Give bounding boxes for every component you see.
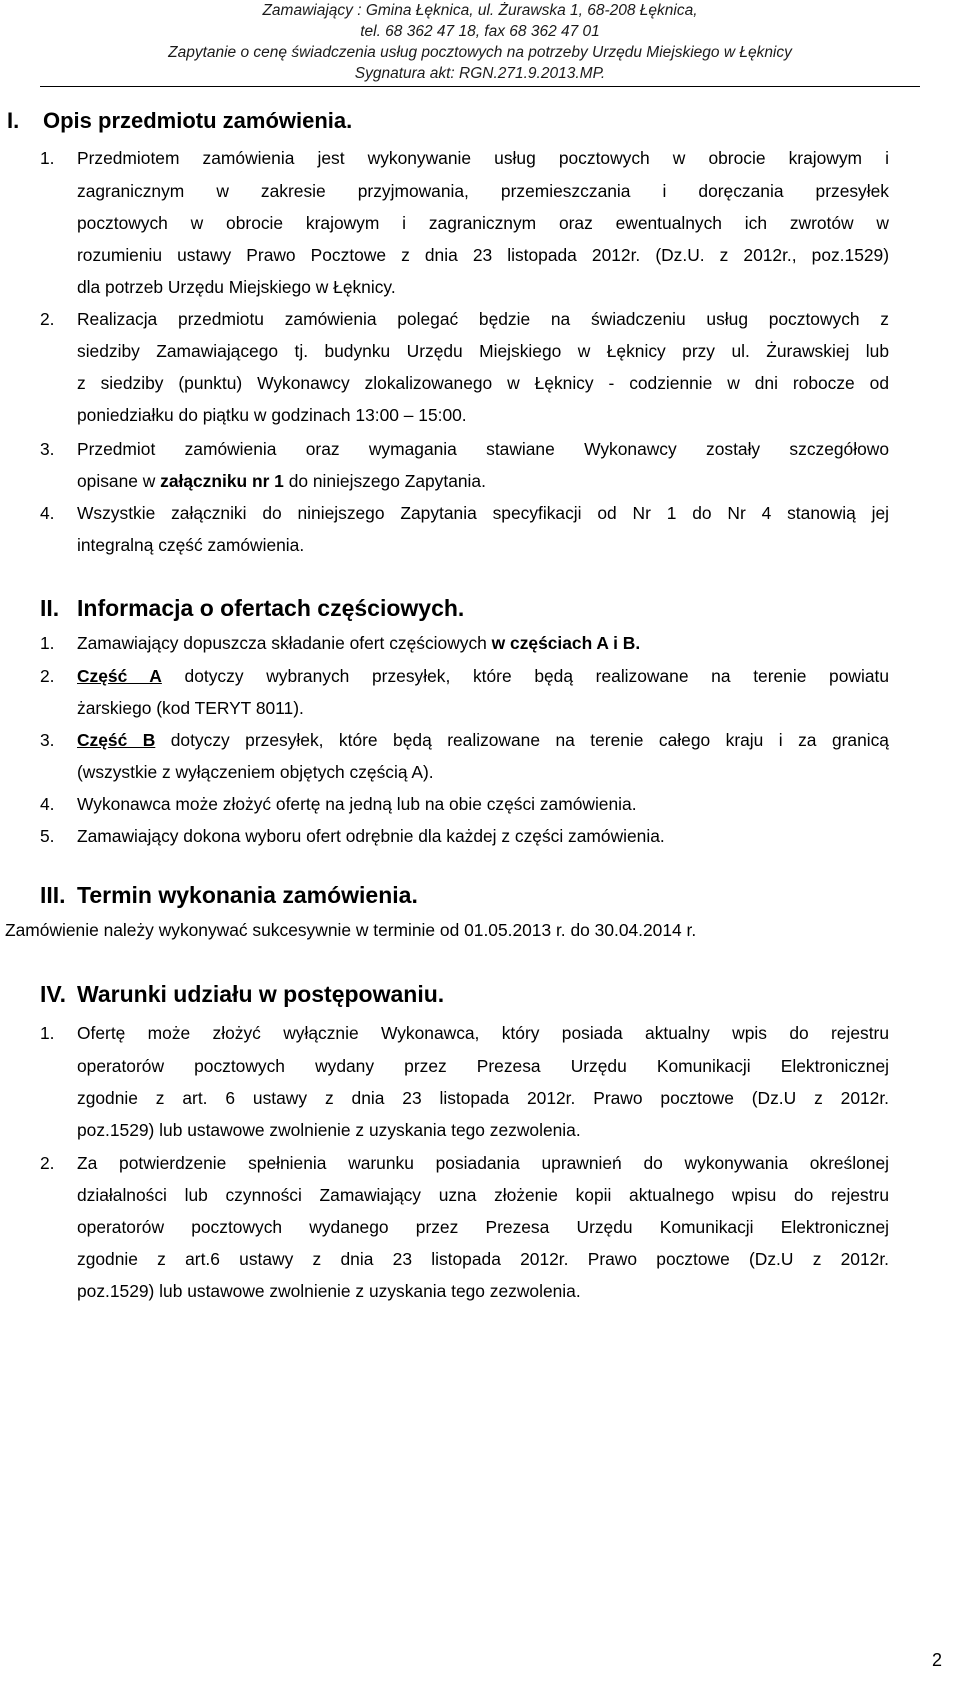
text-run: Zamawiający dopuszcza składanie ofert częściowych: [77, 633, 492, 653]
paragraph-line: żarskiego (kod TERYT 8011).: [77, 698, 304, 718]
paragraph-line: Zamówienie należy wykonywać sukcesywnie w terminie od 01.05.2013 r. do 30.04.2014 r.: [5, 920, 697, 940]
paragraph-line: Realizacja przedmiotu zamówienia polegać będzie na świadczeniu usług pocztowych z: [77, 309, 889, 329]
paragraph-line: zgodnie z art. 6 ustawy z dnia 23 listopada 2012r. Prawo pocztowe (Dz.U z 2012r.: [77, 1088, 889, 1108]
paragraph-line: integralną część zamówienia.: [77, 535, 305, 555]
item-number: 3.: [40, 730, 55, 750]
section-number: I.: [7, 108, 20, 133]
section-number: III.: [40, 882, 66, 908]
paragraph-line: [77, 725, 889, 755]
section-heading-1: [7, 106, 352, 136]
underlined-bold-text: Część B: [77, 730, 156, 750]
header-line-2: tel. 68 362 47 18, fax 68 362 47 01: [360, 23, 600, 40]
text-run: do niniejszego Zapytania.: [283, 471, 486, 491]
section-title: Termin wykonania zamówienia.: [77, 882, 418, 908]
section-number: II.: [40, 595, 60, 621]
item-number: 2.: [40, 309, 55, 329]
paragraph-line: [77, 628, 640, 658]
paragraph-line: [77, 466, 486, 496]
section-number: IV.: [40, 981, 67, 1007]
item-number: 2.: [40, 1153, 55, 1173]
section-title: Opis przedmiotu zamówienia.: [43, 108, 353, 133]
paragraph-line: Wszystkie załączniki do niniejszego Zapytania specyfikacji od Nr 1 do Nr 4 stanowią jej: [77, 503, 889, 523]
item-number: 4.: [40, 794, 55, 814]
bold-text: w częściach A i B.: [491, 633, 641, 653]
section-heading-2: [40, 593, 464, 623]
paragraph-line: zgodnie z art.6 ustawy z dnia 23 listopada 2012r. Prawo pocztowe (Dz.U z 2012r.: [77, 1249, 889, 1269]
section-heading-4: [40, 979, 444, 1009]
paragraph-line: Ofertę może złożyć wyłącznie Wykonawca, który posiada aktualny wpis do rejestru: [77, 1023, 889, 1043]
header-line-3: Zapytanie o cenę świadczenia usług pocztowych na potrzeby Urzędu Miejskiego w Łęknicy: [168, 44, 792, 61]
item-number: 1.: [40, 1023, 55, 1043]
text-run: dotyczy przesyłek, które będą realizowane na terenie całego kraju i za granicą: [155, 730, 889, 750]
section-heading-3: [40, 880, 418, 910]
text-run: dotyczy wybranych przesyłek, które będą realizowane na terenie powiatu: [161, 666, 889, 686]
item-number: 5.: [40, 826, 55, 846]
item-number: 4.: [40, 503, 55, 523]
paragraph-line: siedziby Zamawiającego tj. budynku Urzędu Miejskiego w Łęknicy przy ul. Żurawskiej lub: [77, 341, 889, 361]
paragraph-line: poniedziałku do piątku w godzinach 13:00 – 15:00.: [77, 405, 467, 425]
paragraph-line: Przedmiot zamówienia oraz wymagania stawiane Wykonawcy zostały szczegółowo: [77, 439, 889, 459]
header-divider: [40, 86, 920, 87]
paragraph-line: z siedziby (punktu) Wykonawcy zlokalizowanego w Łęknicy - codziennie w dni robocze od: [77, 373, 889, 393]
paragraph-line: Przedmiotem zamówienia jest wykonywanie usług pocztowych w obrocie krajowym i: [77, 148, 889, 168]
item-number: 1.: [40, 633, 55, 653]
underlined-bold-text: Część A: [77, 666, 162, 686]
paragraph-line: zagranicznym w zakresie przyjmowania, przemieszczania i doręczania przesyłek: [77, 181, 889, 201]
item-number: 3.: [40, 439, 55, 459]
paragraph-line: operatorów pocztowych wydanego przez Prezesa Urzędu Komunikacji Elektronicznej: [77, 1217, 889, 1237]
header-line-4: Sygnatura akt: RGN.271.9.2013.MP.: [354, 65, 606, 82]
section-title: Warunki udziału w postępowaniu.: [77, 981, 445, 1007]
bold-text: załączniku nr 1: [160, 471, 284, 491]
item-number: 2.: [40, 666, 55, 686]
item-number: 1.: [40, 148, 55, 168]
paragraph-line: [77, 661, 889, 691]
paragraph-line: operatorów pocztowych wydany przez Prezesa Urzędu Komunikacji Elektronicznej: [77, 1056, 889, 1076]
paragraph-line: działalności lub czynności Zamawiający uzna złożenie kopii aktualnego wpisu do rejestru: [77, 1185, 889, 1205]
paragraph-line: pocztowych w obrocie krajowym i zagranicznym oraz ewentualnych ich zwrotów w: [77, 213, 889, 233]
page-number: 2: [931, 1650, 942, 1670]
section-title: Informacja o ofertach częściowych.: [77, 595, 465, 621]
text-run: opisane w: [77, 471, 161, 491]
paragraph-line: dla potrzeb Urzędu Miejskiego w Łęknicy.: [77, 277, 396, 297]
paragraph-line: poz.1529) lub ustawowe zwolnienie z uzyskania tego zezwolenia.: [77, 1281, 581, 1301]
paragraph-line: Zamawiający dokona wyboru ofert odrębnie dla każdej z części zamówienia.: [77, 826, 665, 846]
paragraph-line: Za potwierdzenie spełnienia warunku posiadania uprawnień do wykonywania określonej: [77, 1153, 889, 1173]
paragraph-line: (wszystkie z wyłączeniem objętych częścią A).: [77, 762, 434, 782]
paragraph-line: poz.1529) lub ustawowe zwolnienie z uzyskania tego zezwolenia.: [77, 1120, 581, 1140]
header-line-1: Zamawiający : Gmina Łęknica, ul. Żurawska 1, 68-208 Łęknica,: [262, 2, 698, 19]
paragraph-line: rozumieniu ustawy Prawo Pocztowe z dnia 23 listopada 2012r. (Dz.U. z 2012r., poz.1529): [77, 245, 889, 265]
paragraph-line: Wykonawca może złożyć ofertę na jedną lub na obie części zamówienia.: [77, 794, 637, 814]
